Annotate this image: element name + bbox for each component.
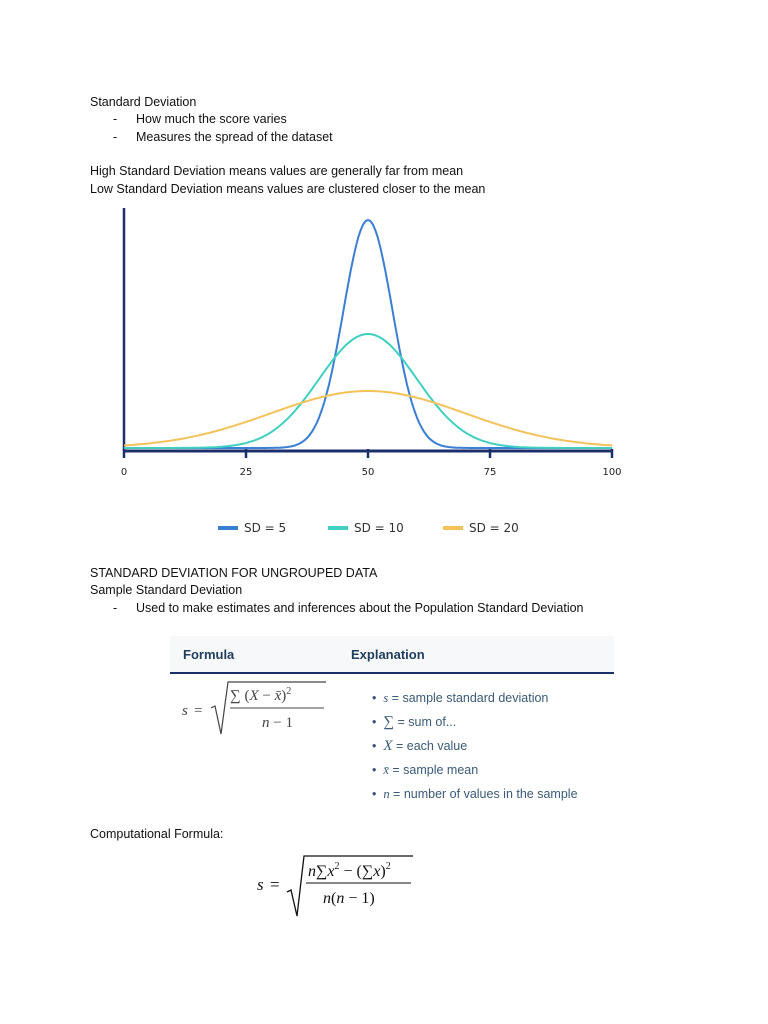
x-tick-label: 50 [361, 467, 375, 478]
legend-label: SD = 5 [244, 521, 287, 535]
list-item: • X = each value [372, 738, 468, 754]
legend-swatch [218, 526, 238, 530]
col-formula-header: Formula [183, 647, 235, 662]
bullet-dash: - [113, 601, 118, 615]
series-line-sd-20 [124, 391, 612, 446]
legend-label: SD = 20 [469, 521, 519, 535]
list-item: • s = sample standard deviation [372, 691, 549, 705]
sample-sd-formula [178, 678, 338, 748]
formula-table [170, 636, 614, 806]
bullet-text: Used to make estimates and inferences about the Population Standard Deviation [136, 601, 584, 615]
svg-text:s: s [257, 875, 264, 894]
high-sd-line: High Standard Deviation means values are generally far from mean [90, 164, 464, 178]
table-header [170, 636, 614, 674]
x-tick-label: 75 [483, 467, 497, 478]
explanation-list [372, 686, 578, 806]
sample-sd-subheading: Sample Standard Deviation [90, 583, 243, 597]
ungrouped-heading: STANDARD DEVIATION FOR UNGROUPED DATA [90, 566, 378, 580]
list-item: • x̄ = sample mean [372, 763, 479, 777]
svg-text:=: = [194, 703, 203, 719]
section-heading: Standard Deviation [90, 95, 197, 109]
legend-swatch [328, 526, 348, 530]
svg-text:∑ (X − x̄)2: ∑ (X − x̄)$^2$ [230, 686, 292, 704]
bullet-text: How much the score varies [136, 112, 287, 126]
svg-text:n(n − 1): n(n − 1) [323, 890, 375, 907]
computational-label: Computational Formula: [90, 827, 224, 841]
x-tick-label: 25 [239, 467, 253, 478]
list-item: • ∑ = sum of... [372, 714, 457, 730]
svg-text:n − 1: n − 1 [262, 715, 293, 731]
svg-text:=: = [270, 875, 280, 894]
svg-text:n∑x2 − (∑x)2: $n\sum x^2 - (\sum x)^2$ [308, 861, 391, 880]
legend-label: SD = 10 [354, 521, 404, 535]
bullet-dash: - [113, 130, 118, 144]
legend-swatch [443, 526, 463, 530]
x-tick-label: 100 [602, 467, 622, 478]
svg-text:s: s [182, 703, 188, 719]
x-tick-label: 0 [120, 467, 128, 478]
bullet-dash: - [113, 112, 118, 126]
low-sd-line: Low Standard Deviation means values are clustered closer to the mean [90, 182, 486, 196]
list-item: • n = number of values in the sample [372, 787, 578, 801]
computational-formula [255, 852, 435, 922]
bullet-text: Measures the spread of the dataset [136, 130, 333, 144]
col-explanation-header: Explanation [351, 647, 425, 662]
